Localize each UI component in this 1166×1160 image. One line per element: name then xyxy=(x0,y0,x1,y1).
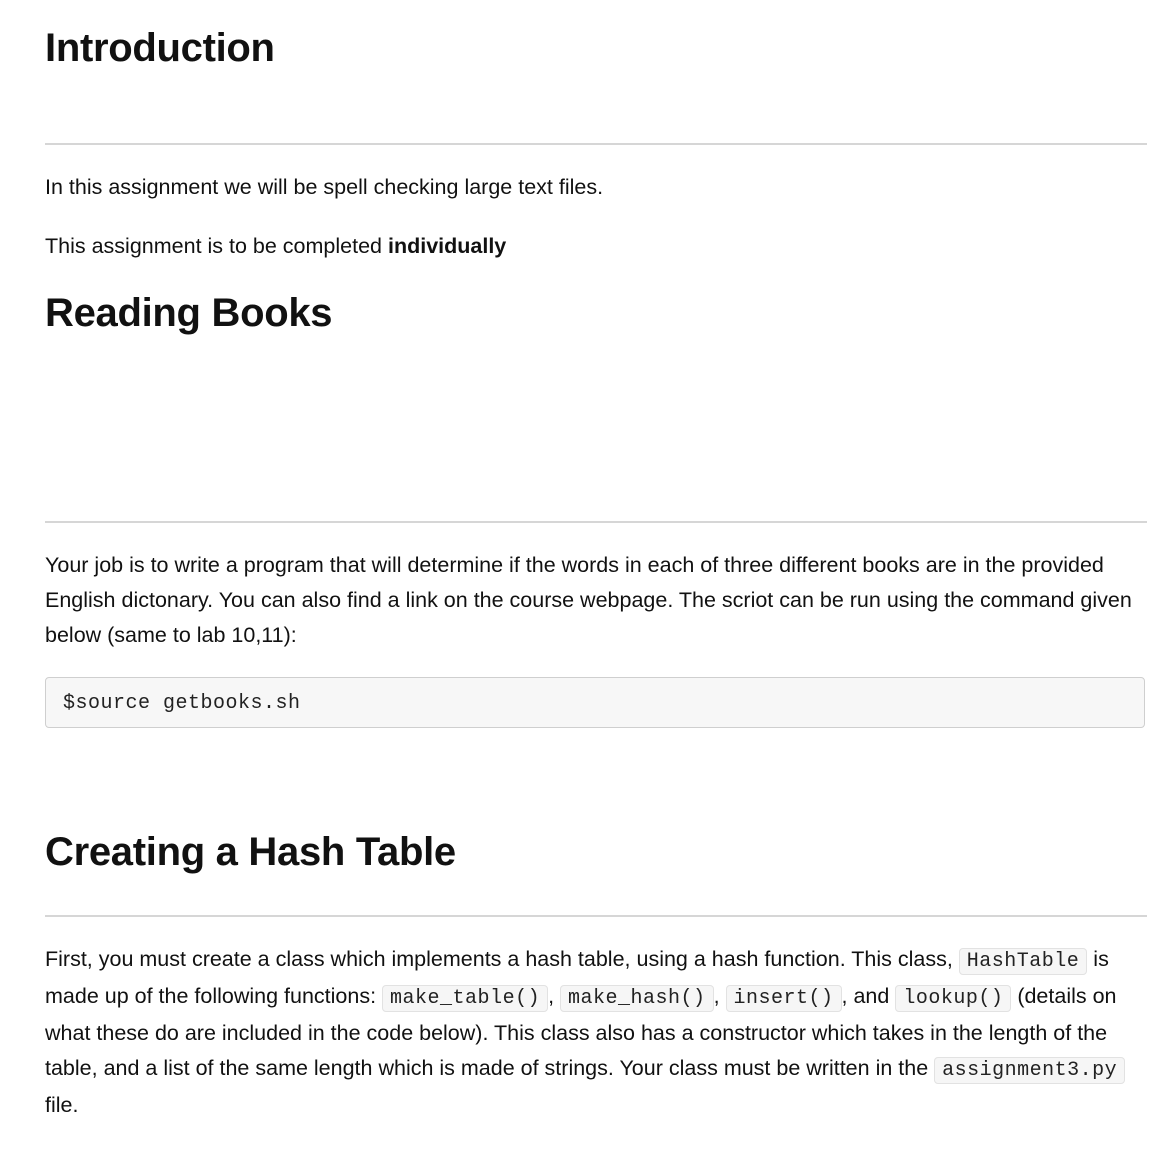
hash-text: , xyxy=(548,984,561,1008)
reading-paragraph: Your job is to write a program that will determine if the words in each of three different books are in the provided English dictonary. You can also find a link on the course webpage. The scriot can be run using the command given below (same to lab 10,11): xyxy=(45,553,1132,647)
heading-introduction: Introduction xyxy=(45,26,275,70)
hash-text: (details on what these do are included in the code below). This class also has a constructor which takes in the length of the table, and a list of the same length which is made of strings. Your class must be written in the xyxy=(45,984,1117,1080)
section-divider xyxy=(45,915,1147,917)
individual-note xyxy=(45,229,1147,264)
code-make-hash: make_hash() xyxy=(560,985,714,1012)
hash-text: First, you must create a class which implements a hash table, using a hash function. This class, xyxy=(45,947,959,971)
hash-text: is made up of the following functions: xyxy=(45,947,1109,1008)
code-assignment-file: assignment3.py xyxy=(934,1057,1125,1084)
individual-note-bold: individually xyxy=(387,234,507,258)
hash-text: file. xyxy=(45,1093,79,1117)
hash-text: , xyxy=(713,984,726,1008)
code-lookup: lookup() xyxy=(895,985,1011,1012)
code-make-table: make_table() xyxy=(382,985,548,1012)
code-block xyxy=(45,677,1145,728)
code-insert: insert() xyxy=(726,985,842,1012)
heading-creating-hash-table: Creating a Hash Table xyxy=(45,830,456,874)
hash-text: , and xyxy=(841,984,896,1008)
code-hashtable: HashTable xyxy=(959,948,1088,975)
section-divider xyxy=(45,521,1147,523)
intro-paragraph: In this assignment we will be spell checking large text files. xyxy=(45,175,604,199)
individual-note-text: This assignment is to be completed xyxy=(45,234,388,258)
hash-paragraph xyxy=(45,942,1147,1123)
section-divider xyxy=(45,143,1147,145)
code-command: $source getbooks.sh xyxy=(63,692,301,715)
heading-reading-books: Reading Books xyxy=(45,291,333,335)
